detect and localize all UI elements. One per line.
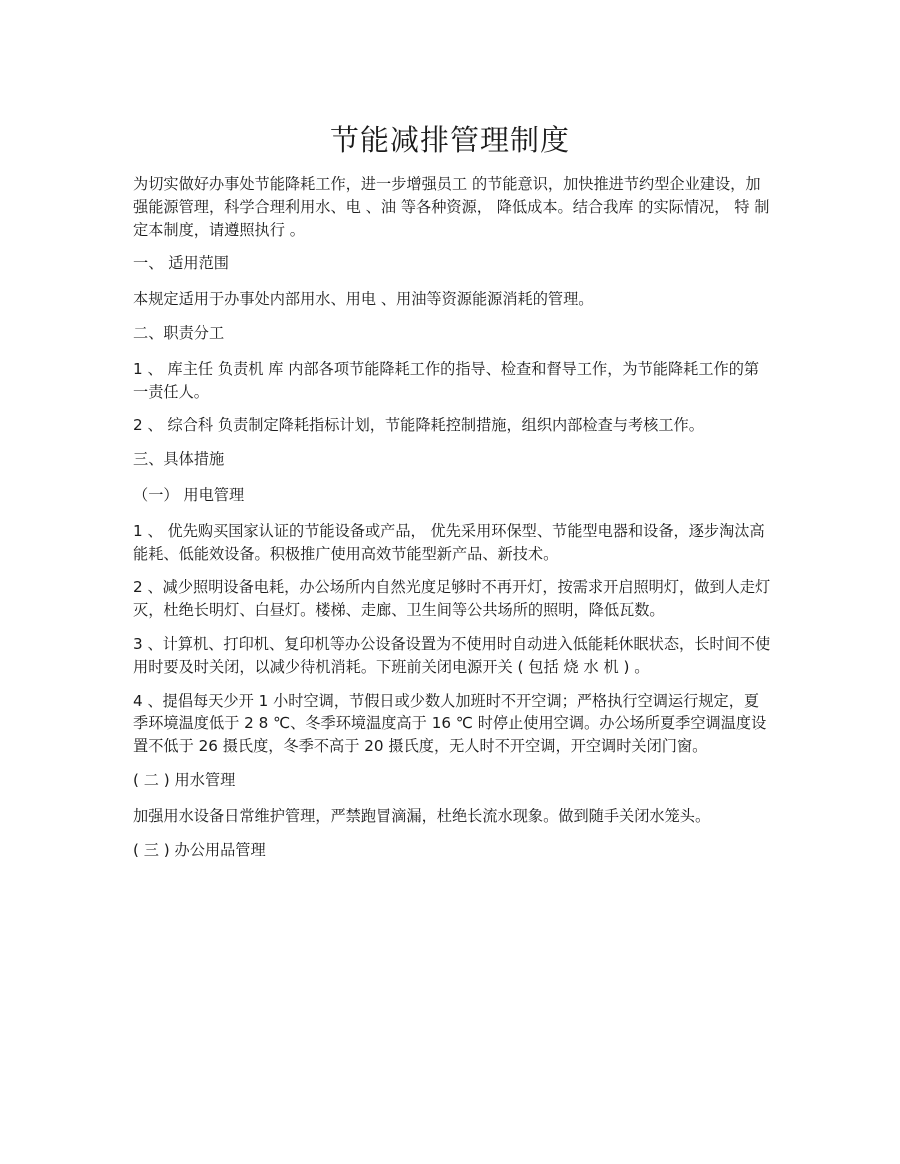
document-title: 节能减排管理制度 <box>329 123 570 157</box>
electricity-item-2: 2 、减少照明设备电耗，办公场所内自然光度足够时不再开灯，按需求开启照明灯，做到人走灯灭，杜绝长明灯、白昼灯。楼梯、走廊、卫生间等公共场所的照明，降低瓦数。 <box>133 578 771 620</box>
scope-paragraph: 本规定适用于办事处内部用水、用电 、用油等资源能源消耗的管理。 <box>133 290 594 309</box>
electricity-item-1: 1 、 优先购买国家认证的节能设备或产品， 优先采用环保型、节能型电器和设备，逐步淘汰高能耗、低能效设备。积极推广使用高效节能型新产品、新技术。 <box>133 521 765 563</box>
section-heading-responsibilities: 二、职责分工 <box>133 323 225 342</box>
water-paragraph: 加强用水设备日常维护管理，严禁跑冒滴漏，杜绝长流水现象。做到随手关闭水笼头。 <box>133 806 711 825</box>
document-body <box>133 173 773 874</box>
subsection-heading-office-supplies: ( 三 ) 办公用品管理 <box>133 840 266 859</box>
responsibility-item-1: 1 、 库主任 负责机 库 内部各项节能降耗工作的指导、检查和督导工作，为节能降耗工作的第一责任人。 <box>133 359 760 401</box>
intro-paragraph: 为切实做好办事处节能降耗工作，进一步增强员工 的节能意识，加快推进节约型企业建设，加强能源管理，科学合理利用水、电 、油 等各种资源， 降低成本。结合我库 的实际情况， 特 制定本制度，请遵照执行 。 <box>133 175 770 239</box>
section-heading-scope: 一、 适用范围 <box>133 254 229 273</box>
electricity-item-4: 4 、提倡每天少开 1 小时空调，节假日或少数人加班时不开空调；严格执行空调运行规定，夏季环境温度低于 2 8 ℃、冬季环境温度高于 16 ℃ 时停止使用空调。办公场所夏季空调温度设置不低于 26 摄氏度，冬季不高于 20 摄氏度，无人时不开空调，开空调时关闭门窗。 <box>133 691 767 756</box>
electricity-item-3: 3 、计算机、打印机、复印机等办公设备设置为不使用时自动进入低能耗休眠状态，长时间不使用时要及时关闭，以减少待机消耗。下班前关闭电源开关 ( 包括 烧 水 机 ) 。 <box>133 634 771 676</box>
subsection-heading-water: ( 二 ) 用水管理 <box>133 770 236 789</box>
subsection-heading-electricity: （一） 用电管理 <box>133 485 245 504</box>
section-heading-measures: 三、具体措施 <box>133 450 225 469</box>
responsibility-item-2: 2 、 综合科 负责制定降耗指标计划，节能降耗控制措施，组织内部检查与考核工作。 <box>133 416 704 435</box>
